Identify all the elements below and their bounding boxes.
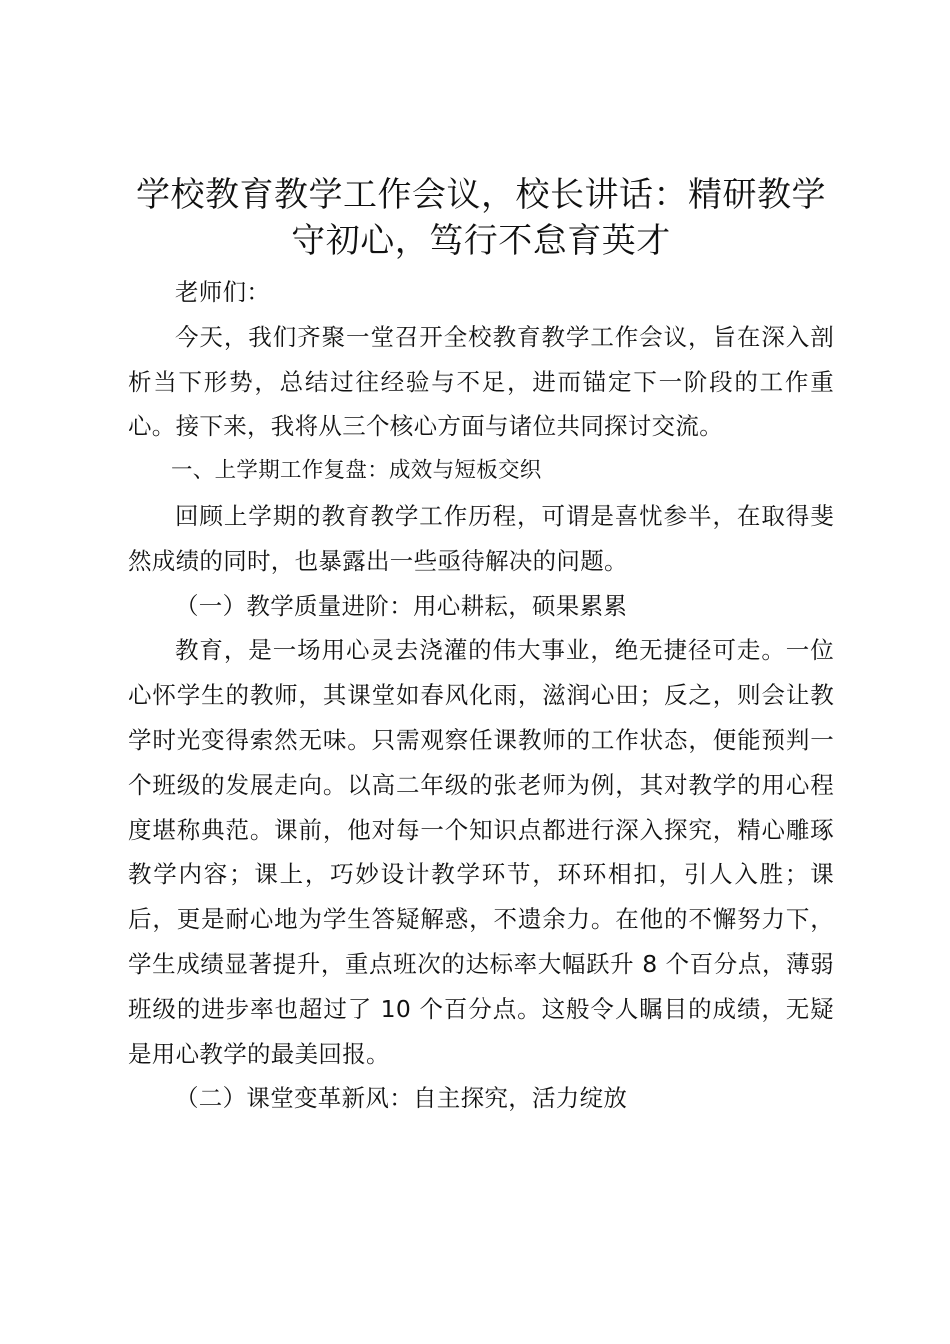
subsection-heading-1: （一）教学质量进阶：用心耕耘，硕果累累 <box>175 591 628 620</box>
document-title: 学校教育教学工作会议，校长讲话：精研教学守初心，笃行不怠育英才 <box>136 175 826 261</box>
teaching-quality-paragraph: 教育，是一场用心灵去浇灌的伟大事业，绝无捷径可走。一位心怀学生的教师，其课堂如春风化雨，滋润心田；反之，则会让教学时光变得索然无味。只需观察任课教师的工作状态，便能预判一个班级的发展走向。以高二年级的张老师为例，其对教学的用心程度堪称典范。课前，他对每一个知识点都进行深入探究，精心雕琢教学内容；课上，巧妙设计教学环节，环环相扣，引人入胜；课后，更是耐心地为学生答疑解惑，不遗余力。在他的不懈努力下，学生成绩显著提升，重点班次的达标率大幅跃升 8 个百分点，薄弱班级的进步率也超过了 10 个百分点。这般令人瞩目的成绩，无疑是用心教学的最美回报。 <box>128 636 834 1068</box>
document-page <box>128 172 834 1121</box>
subsection-heading-2: （二）课堂变革新风：自主探究，活力绽放 <box>175 1084 628 1113</box>
section-heading-1: 一、上学期工作复盘：成效与短板交织 <box>171 458 542 484</box>
review-paragraph: 回顾上学期的教育教学工作历程，可谓是喜忧参半，在取得斐然成绩的同时，也暴露出一些亟待解决的问题。 <box>128 501 834 575</box>
intro-paragraph: 今天，我们齐聚一堂召开全校教育教学工作会议，旨在深入剖析当下形势，总结过往经验与不足，进而锚定下一阶段的工作重心。接下来，我将从三个核心方面与诸位共同探讨交流。 <box>128 322 834 441</box>
salutation: 老师们： <box>175 278 271 306</box>
